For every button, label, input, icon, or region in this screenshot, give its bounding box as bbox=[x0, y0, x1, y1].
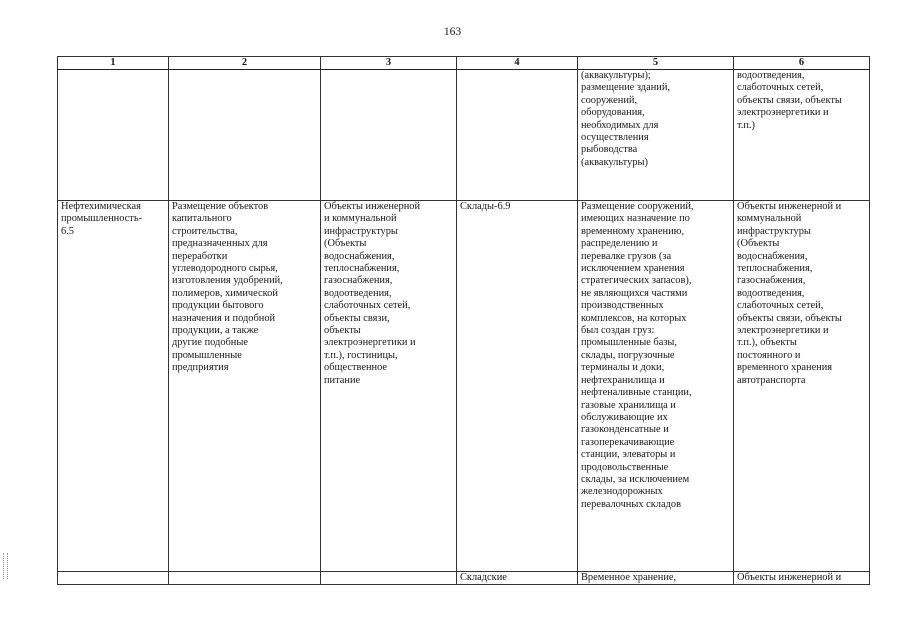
page-number: 163 bbox=[443, 26, 462, 38]
table-cell bbox=[734, 572, 870, 585]
column-header-6: 6 bbox=[734, 57, 870, 70]
table-cell bbox=[169, 572, 321, 585]
cell-text: Размещение объектов капитального строительства, предназначенных для переработки углеводородного сырья, изготовления удобрений, полимеров, химической продукции бытового назначения и подобной продукции, а также другие подобные промышленные предприятия bbox=[172, 201, 283, 374]
table-cell bbox=[578, 201, 734, 572]
cell-text: Нефтехимическая промышленность- 6.5 bbox=[61, 201, 143, 237]
cell-text: Объекты инженерной и коммунальной инфраструктуры (Объекты водоснабжения, теплоснабжения, газоснабжения, водоотведения, слаботочных сетей, объекты связи, объекты электроэнергетики и т.п.), гостиницы, общественное питание bbox=[324, 201, 421, 386]
table-cell bbox=[58, 70, 169, 201]
table-cell bbox=[58, 572, 169, 585]
table-cell bbox=[457, 201, 578, 572]
table-header-row bbox=[58, 57, 870, 70]
table-cell bbox=[169, 201, 321, 572]
cell-text: Временное хранение, bbox=[581, 572, 677, 583]
column-header-1: 1 bbox=[58, 57, 169, 70]
column-header-2: 2 bbox=[169, 57, 321, 70]
table-cell bbox=[321, 201, 457, 572]
table-row bbox=[58, 201, 870, 572]
cell-text: Размещение сооружений, имеющих назначение по временному хранению, распределению и перевалке грузов (за исключением хранения стратегических запасов), не являющихся частями производственных комплексов, на которых был создан груз: промышленные базы, склады, погрузочные терминалы и доки, нефтехранилища и нефтеналивные станции, газовые хранилища и обслуживающие их газоконденсатные и газоперекачивающие станции, элеваторы и продовольственные склады, за исключением железнодорожных перевалочных складов bbox=[581, 201, 694, 510]
cell-text: (аквакультуры); размещение зданий, сооружений, оборудования, необходимых для осуществления рыбоводства (аквакультуры) bbox=[581, 70, 670, 168]
table-cell bbox=[321, 70, 457, 201]
column-header-4: 4 bbox=[457, 57, 578, 70]
cell-text: водоотведения, слаботочных сетей, объекты связи, объекты электроэнергетики и т.п.) bbox=[737, 70, 842, 131]
table-cell bbox=[58, 201, 169, 572]
column-header-3: 3 bbox=[321, 57, 457, 70]
table-cell bbox=[457, 70, 578, 201]
land-use-table bbox=[57, 56, 870, 585]
table-cell bbox=[578, 70, 734, 201]
table-cell bbox=[457, 572, 578, 585]
table-cell bbox=[734, 70, 870, 201]
table-row bbox=[58, 572, 870, 585]
table-cell bbox=[578, 572, 734, 585]
table-cell bbox=[321, 572, 457, 585]
scan-margin-mark bbox=[3, 553, 8, 579]
table-cell bbox=[169, 70, 321, 201]
table-row bbox=[58, 70, 870, 201]
column-header-5: 5 bbox=[578, 57, 734, 70]
cell-text: Объекты инженерной и bbox=[737, 572, 842, 583]
cell-text: Складские bbox=[460, 572, 507, 583]
cell-text: Склады-6.9 bbox=[460, 201, 511, 212]
cell-text: Объекты инженерной и коммунальной инфраструктуры (Объекты водоснабжения, теплоснабжения, газоснабжения, водоотведения, слаботочных сетей, объекты связи, объекты электроэнергетики и т.п.), объекты постоянного и временного хранения автотранспорта bbox=[737, 201, 842, 386]
table-cell bbox=[734, 201, 870, 572]
